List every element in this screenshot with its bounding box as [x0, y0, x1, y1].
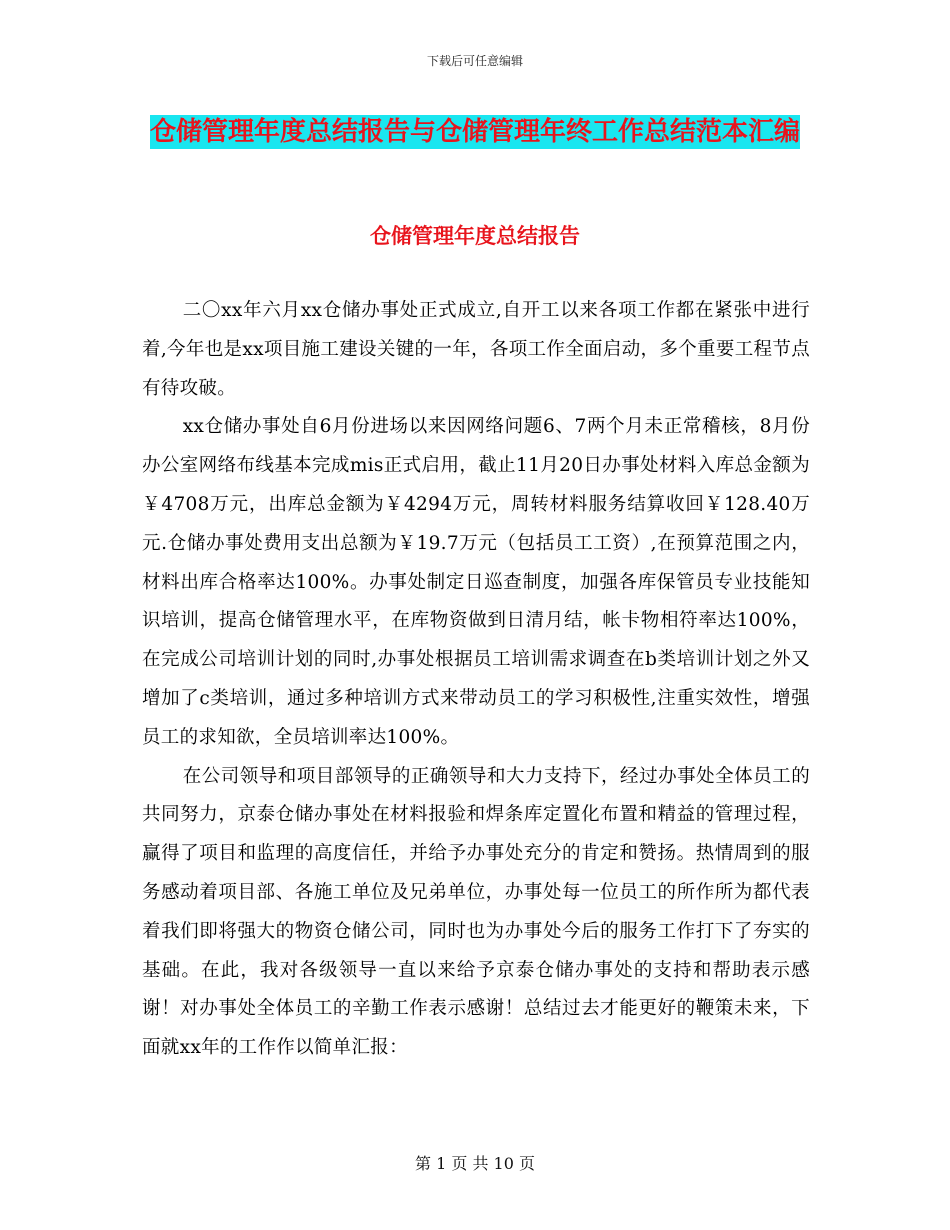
document-title-text: 仓储管理年度总结报告与仓储管理年终工作总结范本汇编	[149, 117, 800, 147]
paragraph: xx仓储办事处自6月份进场以来因网络问题6、7两个月未正常稽核，8月份办公室网络布线基本完成mis正式启用，截止11月20日办事处材料入库总金额为￥4708万元，出库总金额为￥4294万元，周转材料服务结算收回￥128.40万元.仓储办事处费用支出总额为￥19.7万元（包括员工工资）,在预算范围之内，材料出库合格率达100%。办事处制定日巡查制度，加强各库保管员专业技能知识培训，提高仓储管理水平，在库物资做到日清月结，帐卡物相符率达100%，在完成公司培训计划的同时,办事处根据员工培训需求调查在b类培训计划之外又增加了c类培训，通过多种培训方式来带动员工的学习积极性,注重实效性，增强员工的求知欲，全员培训率达100%。	[142, 416, 810, 748]
paragraph: 在公司领导和项目部领导的正确领导和大力支持下，经过办事处全体员工的共同努力，京泰仓储办事处在材料报验和焊条库定置化布置和精益的管理过程，赢得了项目和监理的高度信任，并给予办事处充分的肯定和赞扬。热情周到的服务感动着项目部、各施工单位及兄弟单位，办事处每一位员工的所作所为都代表着我们即将强大的物资仓储公司，同时也为办事处今后的服务工作打下了夯实的基础。在此，我对各级领导一直以来给予京泰仓储办事处的支持和帮助表示感谢！对办事处全体员工的辛勤工作表示感谢！总结过去才能更好的鞭策未来，下面就xx年的工作作以简单汇报：	[142, 765, 810, 1059]
document-title	[140, 110, 810, 154]
body-text	[142, 292, 810, 1068]
header-note: 下载后可任意编辑	[426, 54, 523, 68]
page-footer: 第 1 页 共 10 页	[415, 1154, 535, 1173]
section-title: 仓储管理年度总结报告	[370, 224, 580, 248]
paragraph: 二〇xx年六月xx仓储办事处正式成立,自开工以来各项工作都在紧张中进行着,今年也是xx项目施工建设关键的一年，各项工作全面启动，多个重要工程节点有待攻破。	[142, 300, 810, 399]
